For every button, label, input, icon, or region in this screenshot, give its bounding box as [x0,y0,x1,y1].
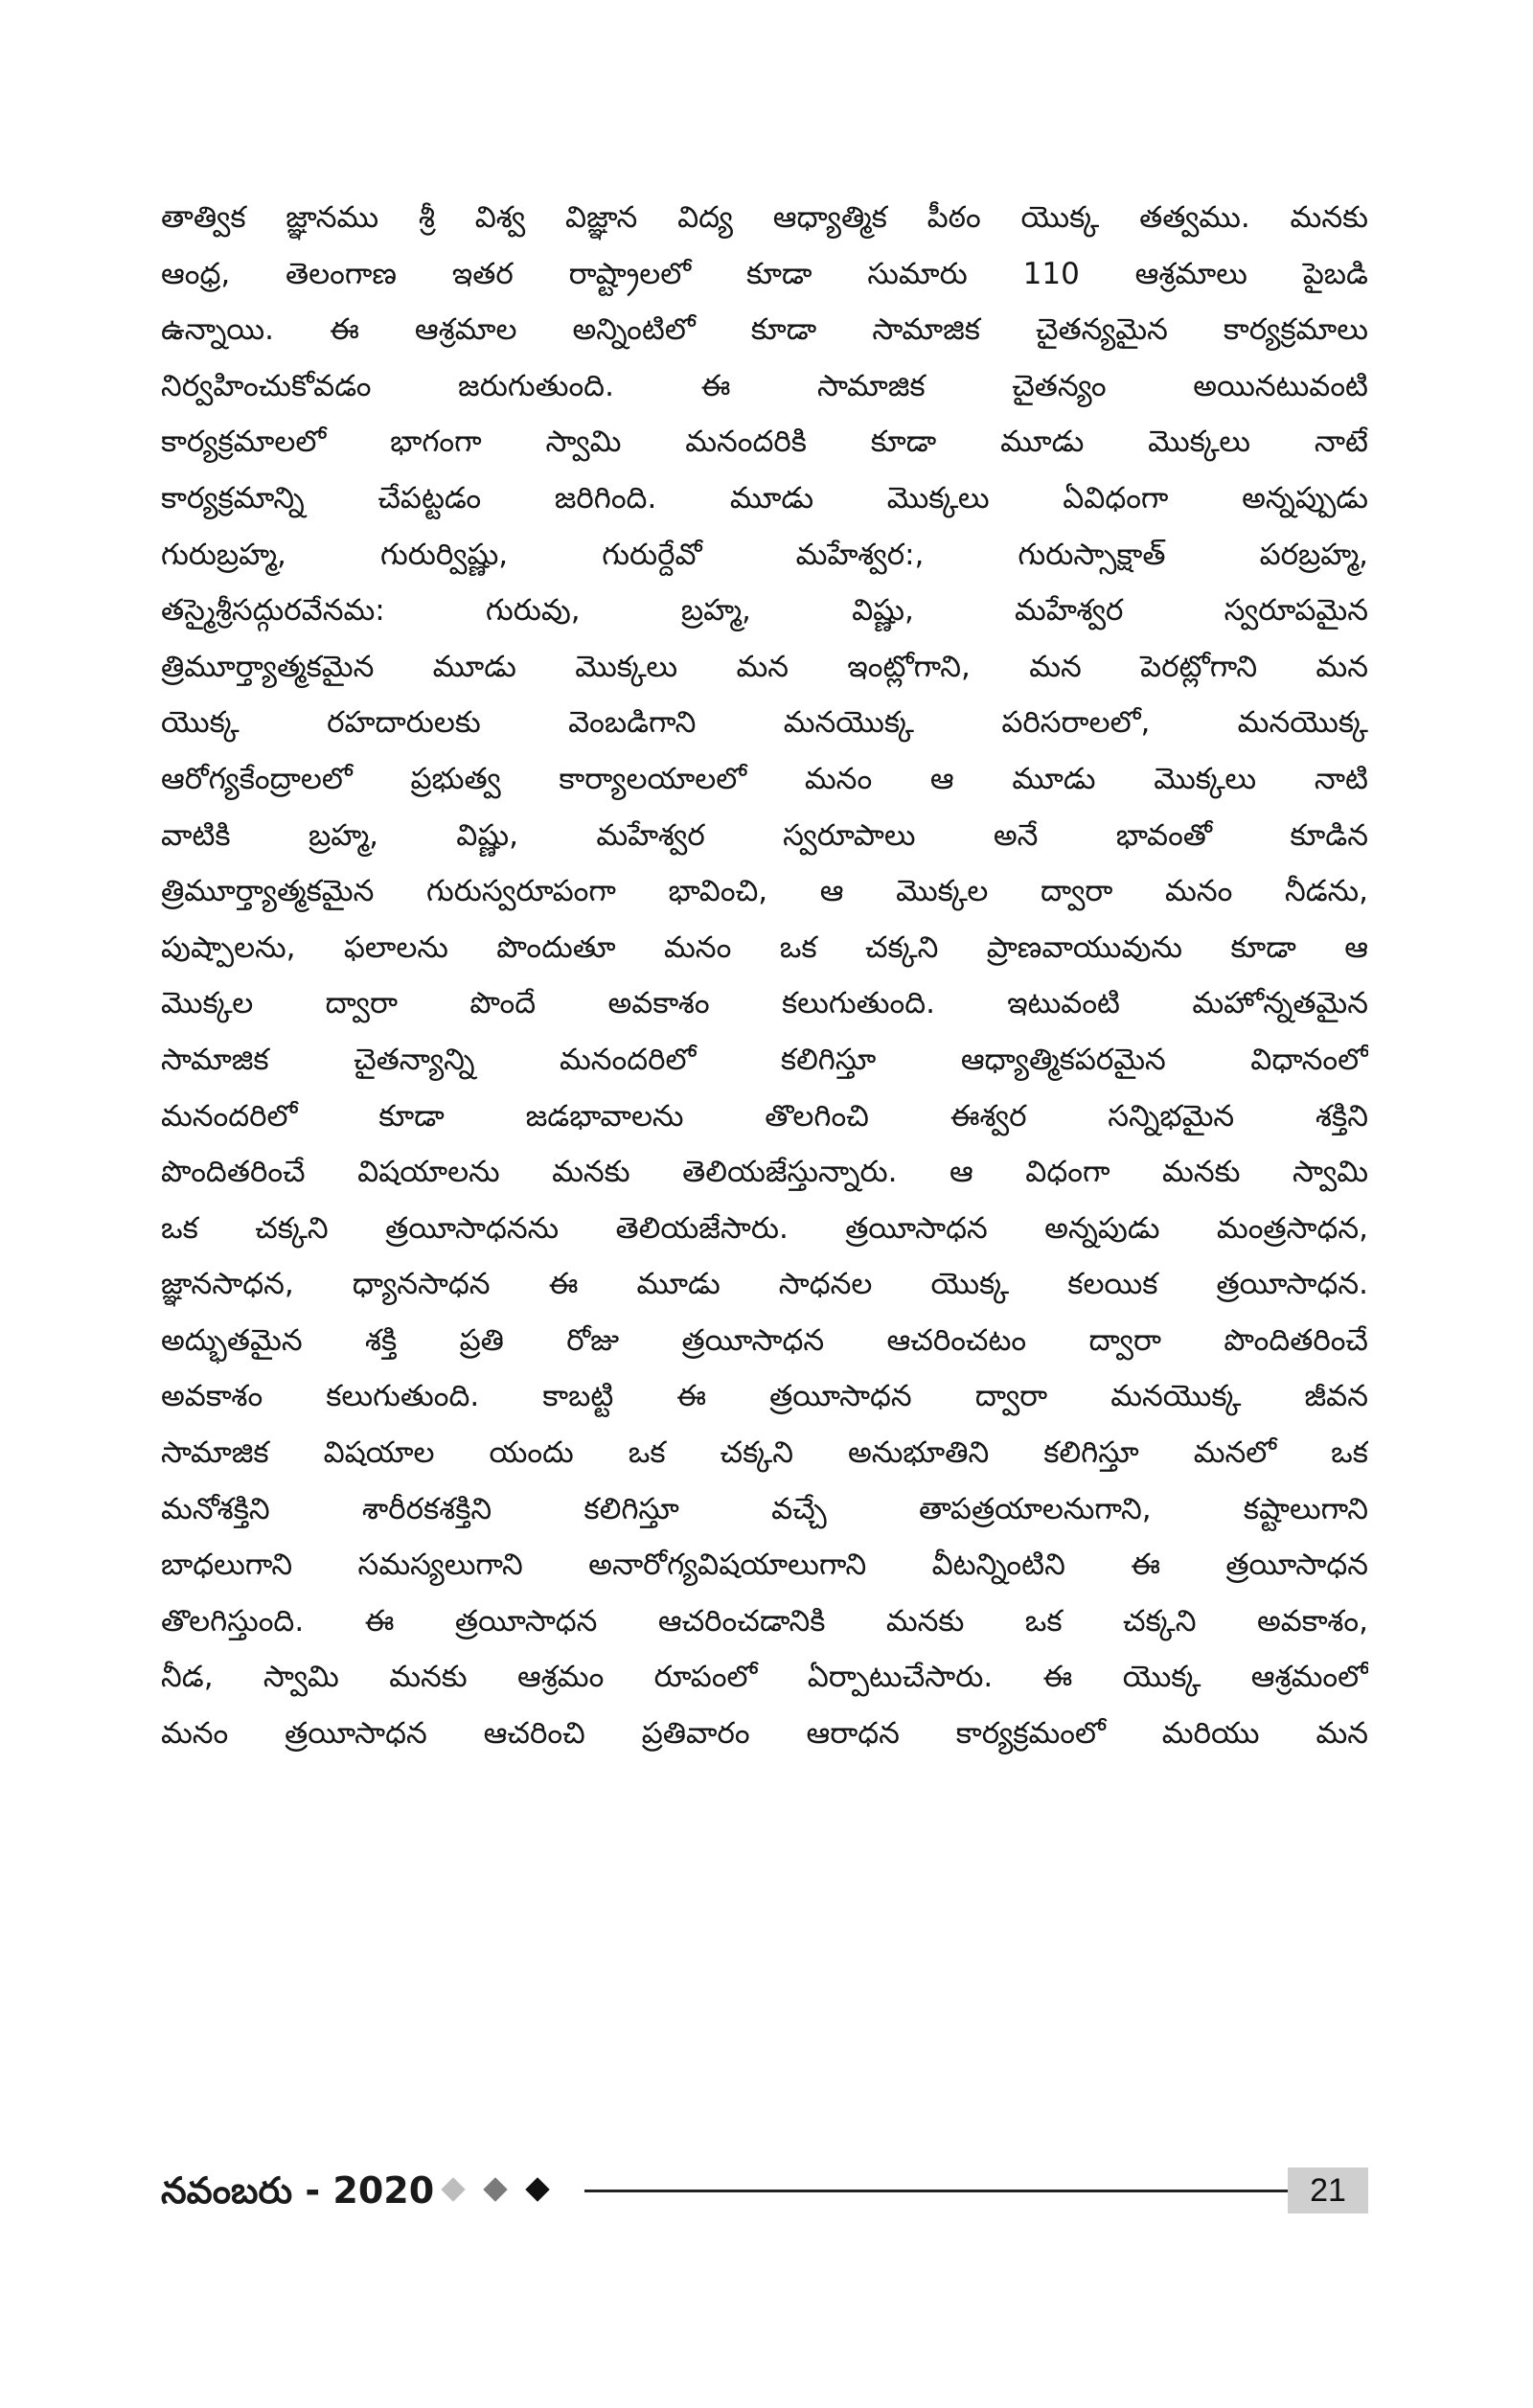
text-line: వాటికి బ్రహ్మ, విష్ణు, మహేశ్వర స్వరూపాలు అనే భావంతో కూడిన [161,817,1368,853]
text-line: అద్భుతమైన శక్తి ప్రతి రోజు త్రయీసాధన ఆచరించటం ద్వారా పొందితరించే [161,1322,1368,1358]
page-footer [161,2164,1370,2217]
text-line: మనోశక్తిని శారీరకశక్తిని కలిగిస్తూ వచ్చే తాపత్రయాలనుగాని, కష్టాలుగాని [161,1491,1368,1526]
text-line: బాధలుగాని సమస్యలుగాని అనారోగ్యవిషయాలుగాని వీటన్నింటిని ఈ త్రయీసాధన [161,1548,1368,1583]
text-line: నిర్వహించుకోవడం జరుగుతుంది. ఈ సామాజిక చైతన్యం అయినటువంటి [161,368,1368,403]
text-line: కార్యక్రమాన్ని చేపట్టడం జరిగింది. మూడు మొక్కలు ఏవిధంగా అన్నప్పుడు [161,480,1368,516]
text-line: తస్మైశ్రీసద్గురవేనమ: గురువు, బ్రహ్మ, విష్ణు, మహేశ్వర స్వరూపమైన [161,593,1368,629]
text-line: తొలగిస్తుంది. ఈ త్రయీసాధన ఆచరించడానికి మనకు ఒక చక్కని అవకాశం, [161,1603,1368,1639]
text-line: జ్ఞానసాధన, ధ్యానసాధన ఈ మూడు సాధనల యొక్క కలయిక త్రయీసాధన. [161,1267,1368,1302]
text-line: గురుబ్రహ్మ, గురుర్విష్ణు, గురుర్దేవో మహేశ్వర:, గురుస్సాక్షాత్ పరబ్రహ్మ, [161,537,1368,572]
text-line: సామాజిక విషయాల యందు ఒక చక్కని అనుభూతిని కలిగిస్తూ మనలో ఒక [161,1435,1368,1471]
text-line: ఆరోగ్యకేంద్రాలలో ప్రభుత్వ కార్యాలయాలలో మనం ఆ మూడు మొక్కలు నాటి [161,761,1368,796]
text-line: పుష్పాలను, ఫలాలను పొందుతూ మనం ఒక చక్కని ప్రాణవాయువును కూడా ఆ [161,929,1368,965]
text-line: సామాజిక చైతన్యాన్ని మనందరిలో కలిగిస్తూ ఆధ్యాత్మికపరమైన విధానంలో [161,1042,1368,1077]
issue-date-label: నవంబరు - 2020 [161,2169,435,2212]
footer-rule [584,2190,1290,2192]
light-diamond-icon [441,2177,465,2201]
text-line: తాత్విక జ్ఞానము శ్రీ విశ్వ విజ్ఞాన విద్య ఆధ్యాత్మిక పీఠం యొక్క తత్వము. మనకు [161,200,1368,235]
text-line: కార్యక్రమాలలో భాగంగా స్వామి మనందరికి కూడా మూడు మొక్కలు నాటే [161,424,1368,460]
text-line: మనం త్రయీసాధన ఆచరించి ప్రతివారం ఆరాధన కార్యక్రమంలో మరియు మన [161,1716,1368,1752]
text-line: ఉన్నాయి. ఈ ఆశ్రమాల అన్నింటిలో కూడా సామాజిక చైతన్యమైన కార్యక్రమాలు [161,312,1368,348]
text-line: ఆంధ్ర, తెలంగాణ ఇతర రాష్ట్రాలలో కూడా సుమారు 110 ఆశ్రమాలు పైబడి [161,256,1368,291]
diamond-ornament [439,2171,573,2210]
text-line: పొందితరించే విషయాలను మనకు తెలియజేస్తున్నారు. ఆ విధంగా మనకు స్వామి [161,1155,1368,1190]
dark-diamond-icon [525,2177,549,2201]
gray-diamond-icon [483,2177,507,2201]
text-line: త్రిమూర్త్యాత్మకమైన గురుస్వరూపంగా భావించి, ఆ మొక్కల ద్వారా మనం నీడను, [161,874,1368,909]
text-line: ఒక చక్కని త్రయీసాధనను తెలియజేసారు. త్రయీసాధన అన్నపుడు మంత్రసాధన, [161,1210,1368,1246]
text-line: నీడ, స్వామి మనకు ఆశ్రమం రూపంలో ఏర్పాటుచేసారు. ఈ యొక్క ఆశ్రమంలో [161,1660,1368,1695]
page-number: 21 [1310,2172,1346,2209]
body-text [161,190,1368,1762]
text-line: యొక్క రహదారులకు వెంబడిగాని మనయొక్క పరిసరాలలో, మనయొక్క [161,705,1368,741]
text-line: మొక్కల ద్వారా పొందే అవకాశం కలుగుతుంది. ఇటువంటి మహోన్నతమైన [161,986,1368,1021]
page-number-box [1288,2167,1368,2213]
text-line: త్రిమూర్త్యాత్మకమైన మూడు మొక్కలు మన ఇంట్లోగాని, మన పెరట్లోగాని మన [161,649,1368,684]
text-line: మనందరిలో కూడా జడభావాలను తొలగించి ఈశ్వర సన్నిభమైన శక్తిని [161,1098,1368,1134]
text-line: అవకాశం కలుగుతుంది. కాబట్టి ఈ త్రయీసాధన ద్వారా మనయొక్క జీవన [161,1379,1368,1414]
